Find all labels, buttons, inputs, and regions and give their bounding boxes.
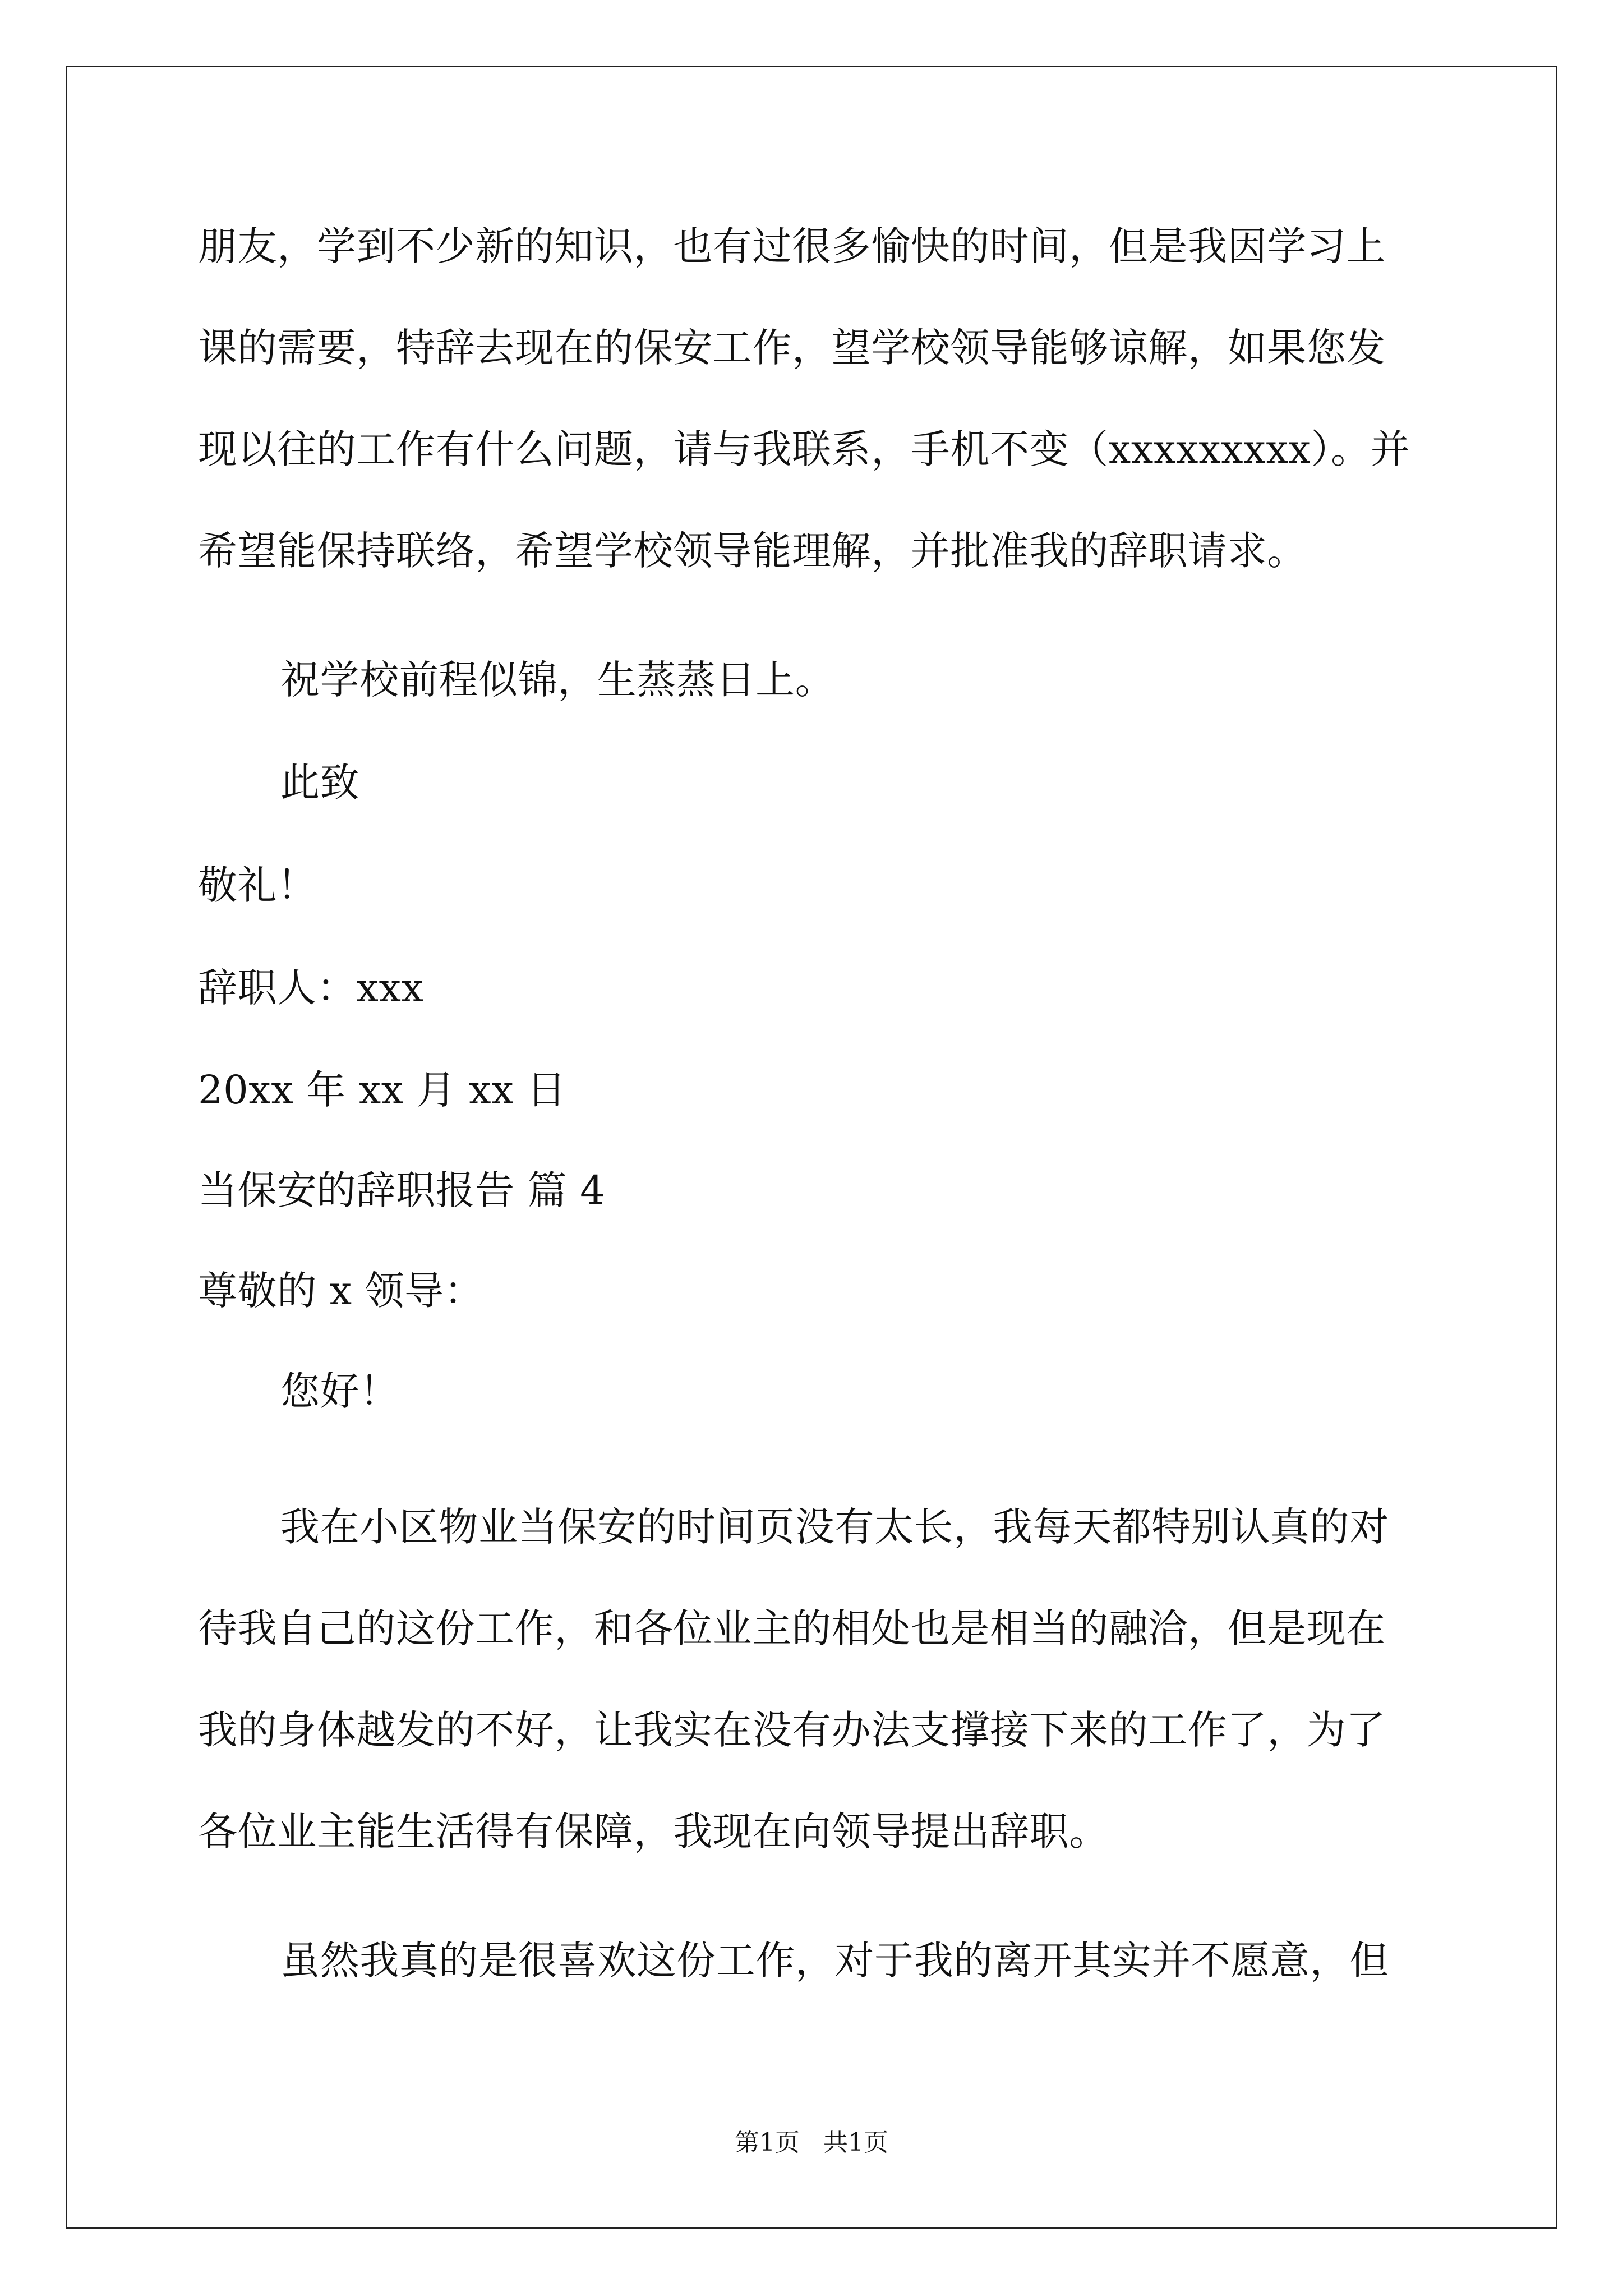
body-line-8: 各位业主能生活得有保障，我现在向领导提出辞职。 bbox=[198, 1809, 1109, 1855]
page-footer: 第1页 共1页 bbox=[735, 2128, 888, 2157]
body-line-4: 希望能保持联络，希望学校领导能理解，并批准我的辞职请求。 bbox=[198, 528, 1307, 574]
signer-line: 辞职人：xxx bbox=[198, 965, 424, 1011]
body-line-1: 朋友，学到不少新的知识，也有过很多愉快的时间，但是我因学习上 bbox=[198, 223, 1386, 269]
page-border bbox=[66, 66, 1557, 2229]
body-line-2: 课的需要，特辞去现在的保安工作，望学校领导能够谅解，如果您发 bbox=[198, 325, 1386, 371]
closing-line: 此致 bbox=[280, 760, 360, 806]
body-line-9: 虽然我真的是很喜欢这份工作，对于我的离开其实并不愿意，但 bbox=[280, 1938, 1389, 1984]
salute-line: 敬礼！ bbox=[198, 862, 317, 908]
section-title: 当保安的辞职报告 篇 4 bbox=[198, 1167, 606, 1213]
greeting-line: 您好！ bbox=[280, 1368, 399, 1414]
body-line-7: 我的身体越发的不好，让我实在没有办法支撑接下来的工作了，为了 bbox=[198, 1707, 1386, 1753]
date-line: 20xx 年 xx 月 xx 日 bbox=[198, 1067, 566, 1113]
body-line-3: 现以往的工作有什么问题，请与我联系，手机不变（xxxxxxxxx）。并 bbox=[198, 426, 1410, 472]
salutation-line: 尊敬的 x 领导： bbox=[198, 1268, 484, 1314]
blessing-line: 祝学校前程似锦，生蒸蒸日上。 bbox=[280, 657, 835, 703]
body-line-6: 待我自己的这份工作，和各位业主的相处也是相当的融洽，但是现在 bbox=[198, 1605, 1386, 1651]
body-line-5: 我在小区物业当保安的时间页没有太长，我每天都特别认真的对 bbox=[280, 1504, 1389, 1550]
